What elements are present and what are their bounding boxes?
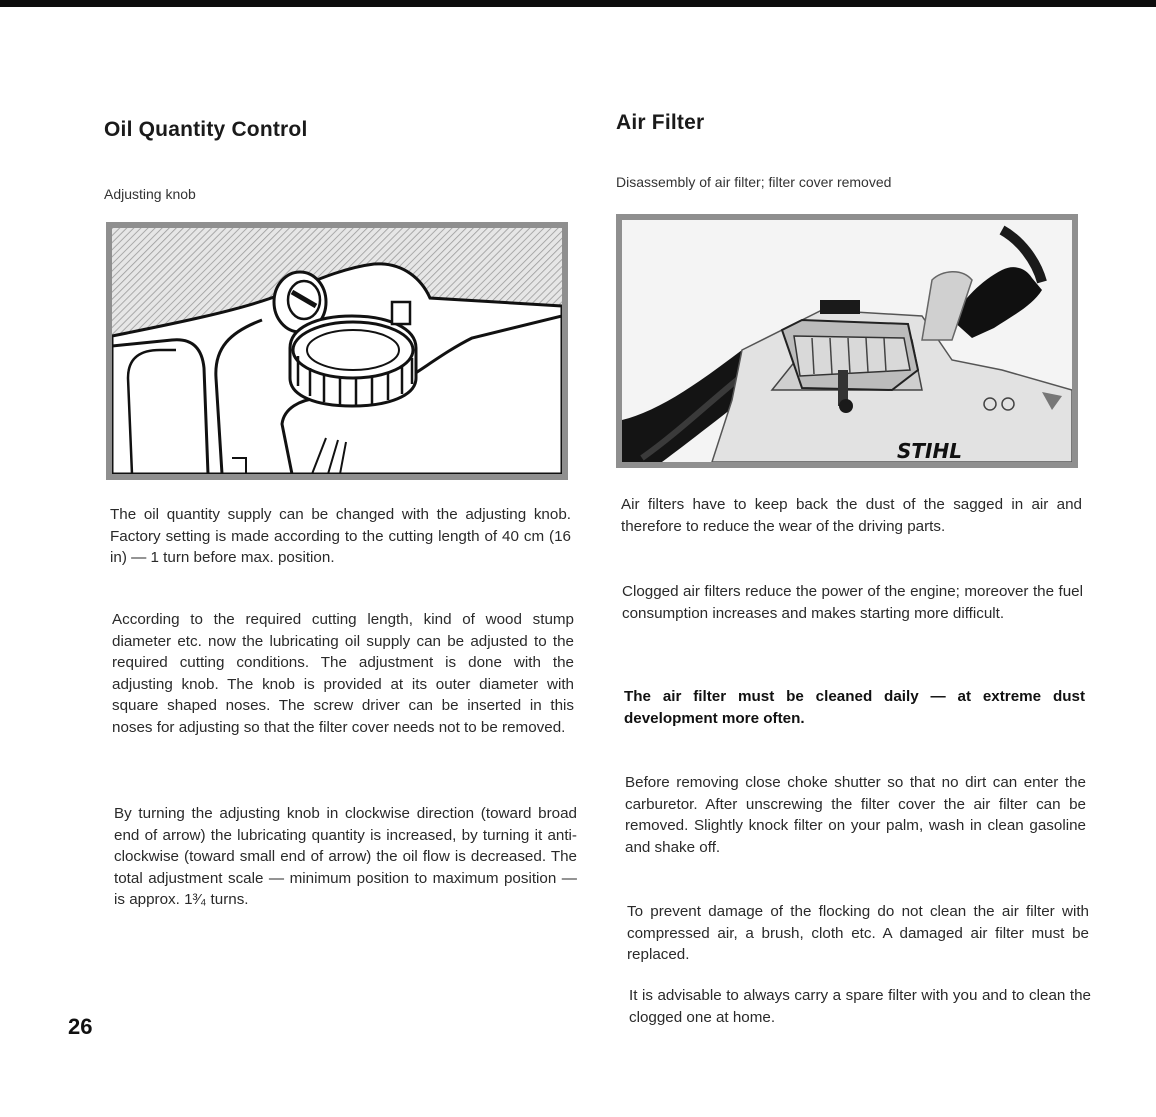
air-filter-caption: Disassembly of air filter; filter cover removed [616,174,892,190]
oil-paragraph-2: According to the required cutting length, kind of wood stump diameter etc. now the lubricating oil supply can be adjusted to the required cutting conditions. The adjustment is done with the adjusting knob. The knob is provided at its outer diameter with square shaped noses. The screw driver can be inserted in this noses for adjusting so that the filter cover needs not to be removed. [112,611,574,736]
air-paragraph-warning: The air filter must be cleaned daily — at extreme dust development more often. [624,688,1085,727]
stihl-logo: STIHL [897,439,962,462]
air-paragraph-6: It is advisable to always carry a spare filter with you and to clean the clogged one at home. [629,987,1091,1026]
air-filter-photo [616,214,1078,468]
top-edge-bar [0,0,1156,7]
adjusting-knob-illustration [106,222,568,480]
air-paragraph-1: Air filters have to keep back the dust of the sagged in air and therefore to reduce the wear of the driving parts. [621,496,1082,535]
oil-paragraph-1: The oil quantity supply can be changed with the adjusting knob. Factory setting is made according to the cutting length of 40 cm (16 in) — 1 turn before max. position. [110,506,571,566]
air-filter-heading: Air Filter [616,111,705,134]
air-paragraph-2: Clogged air filters reduce the power of the engine; moreover the fuel consumption increases and makes starting more difficult. [622,583,1083,622]
air-paragraph-4: Before removing close choke shutter so that no dirt can enter the carburetor. After unscrewing the filter cover the air filter can be removed. Slightly knock filter on your palm, wash in clean gasoline and shake off. [625,774,1086,856]
oil-paragraph-3: By turning the adjusting knob in clockwise direction (toward broad end of arrow) the lubricating quantity is increased, by turning it anti-clockwise (toward small end of arrow) the oil flow is decreased. The total adjustment scale — minimum position to maximum position — is approx. 1³⁄₄ turns. [114,805,577,908]
oil-quantity-heading: Oil Quantity Control [104,118,308,141]
air-paragraph-5: To prevent damage of the flocking do not clean the air filter with compressed air, a brush, cloth etc. A damaged air filter must be replaced. [627,903,1089,963]
adjusting-knob-caption: Adjusting knob [104,186,196,202]
page-number: 26 [68,1014,93,1039]
